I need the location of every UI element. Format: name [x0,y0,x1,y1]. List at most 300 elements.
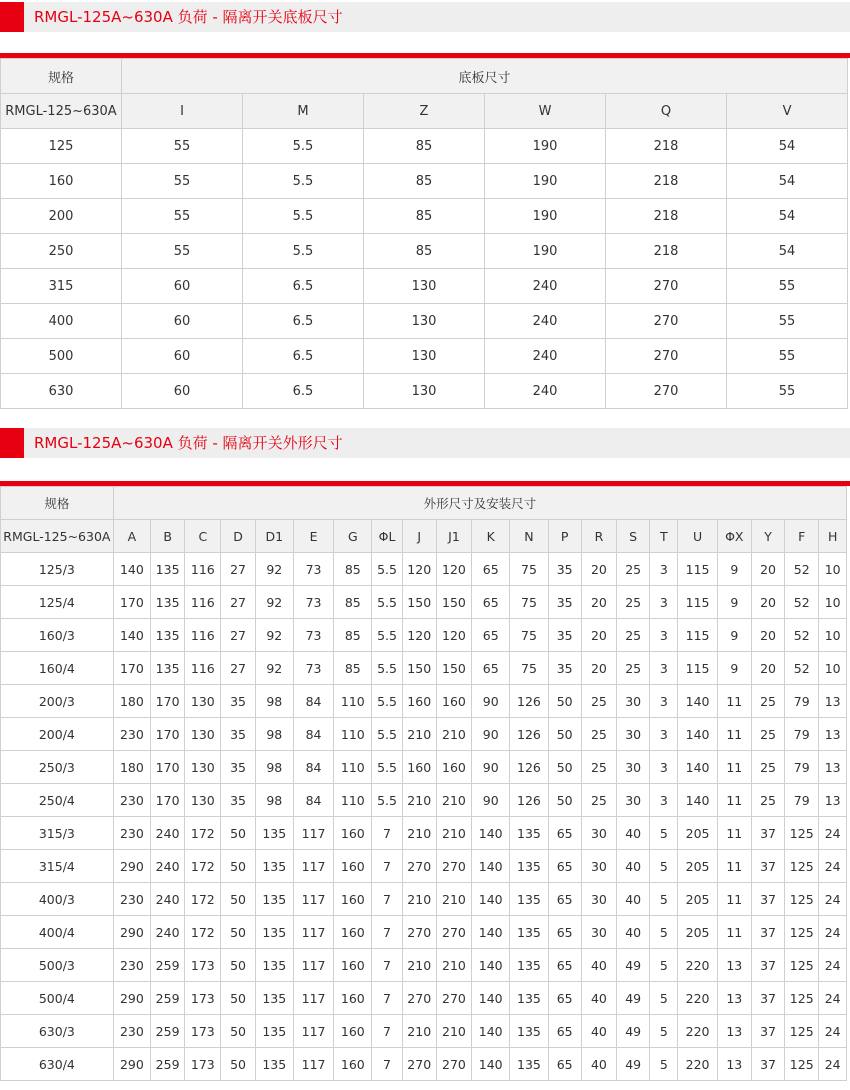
value-cell: 40 [581,982,616,1015]
value-cell: 54 [727,164,848,199]
value-cell: 85 [334,652,372,685]
value-cell: 140 [472,1048,510,1081]
column-header: T [650,520,678,553]
value-cell: 135 [255,1048,293,1081]
spec-cell: 400/3 [1,883,114,916]
section-marker [0,428,24,458]
value-cell: 7 [372,949,402,982]
value-cell: 5.5 [372,586,402,619]
value-cell: 135 [255,883,293,916]
value-cell: 140 [472,916,510,949]
value-cell: 65 [548,1015,581,1048]
value-cell: 37 [751,817,784,850]
value-cell: 190 [485,164,606,199]
value-cell: 240 [151,850,185,883]
value-cell: 6.5 [243,374,364,409]
value-cell: 5.5 [243,164,364,199]
table-row [1,339,848,374]
spec-cell: 200/4 [1,718,114,751]
value-cell: 50 [548,784,581,817]
table-row [1,374,848,409]
column-header: I [122,94,243,129]
value-cell: 210 [402,718,436,751]
value-cell: 230 [113,949,150,982]
value-cell: 52 [785,619,819,652]
value-cell: 125 [785,817,819,850]
spec-cell: 250/4 [1,784,114,817]
spec-cell: 160/3 [1,619,114,652]
value-cell: 20 [581,553,616,586]
value-cell: 7 [372,817,402,850]
value-cell: 37 [751,883,784,916]
spec-cell: 160/4 [1,652,114,685]
value-cell: 5.5 [372,619,402,652]
table-row [1,916,847,949]
value-cell: 125 [785,883,819,916]
value-cell: 60 [122,304,243,339]
value-cell: 117 [293,1015,333,1048]
value-cell: 20 [751,619,784,652]
value-cell: 92 [255,619,293,652]
value-cell: 30 [581,850,616,883]
column-header: R [581,520,616,553]
value-cell: 50 [221,850,255,883]
value-cell: 120 [436,553,471,586]
value-cell: 84 [293,685,333,718]
value-cell: 25 [751,718,784,751]
spec-header: 规格 [1,59,122,94]
value-cell: 120 [402,553,436,586]
value-cell: 25 [617,619,650,652]
column-header: J1 [436,520,471,553]
spec-cell: 400/4 [1,916,114,949]
value-cell: 85 [364,164,485,199]
value-cell: 140 [678,784,717,817]
value-cell: 117 [293,850,333,883]
value-cell: 40 [581,1048,616,1081]
value-cell: 65 [472,619,510,652]
value-cell: 9 [717,553,751,586]
value-cell: 150 [402,586,436,619]
value-cell: 259 [151,1048,185,1081]
table-row [1,1015,847,1048]
value-cell: 126 [510,718,548,751]
value-cell: 160 [402,751,436,784]
value-cell: 140 [678,685,717,718]
value-cell: 110 [334,784,372,817]
value-cell: 30 [617,784,650,817]
value-cell: 130 [364,374,485,409]
value-cell: 35 [548,619,581,652]
value-cell: 84 [293,718,333,751]
group-header: 底板尺寸 [122,59,848,94]
column-header: H [819,520,847,553]
outline-dimension-table [0,486,847,1081]
value-cell: 50 [221,1048,255,1081]
value-cell: 135 [510,883,548,916]
value-cell: 50 [548,751,581,784]
value-cell: 160 [436,751,471,784]
value-cell: 30 [617,685,650,718]
value-cell: 135 [510,817,548,850]
table-row [1,751,847,784]
value-cell: 140 [472,949,510,982]
value-cell: 140 [472,982,510,1015]
value-cell: 98 [255,784,293,817]
value-cell: 20 [751,652,784,685]
value-cell: 5.5 [243,234,364,269]
value-cell: 290 [113,982,150,1015]
column-header: V [727,94,848,129]
value-cell: 98 [255,751,293,784]
value-cell: 290 [113,1048,150,1081]
value-cell: 220 [678,949,717,982]
value-cell: 230 [113,1015,150,1048]
value-cell: 55 [727,339,848,374]
value-cell: 173 [185,982,221,1015]
value-cell: 50 [221,949,255,982]
value-cell: 135 [510,1048,548,1081]
value-cell: 6.5 [243,304,364,339]
value-cell: 230 [113,784,150,817]
group-header: 外形尺寸及安装尺寸 [113,487,846,520]
value-cell: 259 [151,982,185,1015]
table-header-row [1,487,847,520]
value-cell: 210 [402,949,436,982]
value-cell: 240 [485,269,606,304]
value-cell: 210 [402,883,436,916]
value-cell: 120 [436,619,471,652]
value-cell: 7 [372,982,402,1015]
value-cell: 130 [185,751,221,784]
column-header: E [293,520,333,553]
value-cell: 40 [617,850,650,883]
value-cell: 140 [472,817,510,850]
value-cell: 270 [606,339,727,374]
table-row [1,850,847,883]
value-cell: 270 [402,982,436,1015]
value-cell: 210 [402,1015,436,1048]
value-cell: 116 [185,586,221,619]
value-cell: 40 [581,1015,616,1048]
value-cell: 85 [334,586,372,619]
value-cell: 30 [617,718,650,751]
value-cell: 240 [151,817,185,850]
value-cell: 5 [650,982,678,1015]
value-cell: 37 [751,949,784,982]
value-cell: 5.5 [372,553,402,586]
value-cell: 5 [650,949,678,982]
value-cell: 90 [472,751,510,784]
table-row [1,129,848,164]
value-cell: 135 [255,949,293,982]
value-cell: 3 [650,718,678,751]
value-cell: 210 [402,784,436,817]
value-cell: 11 [717,850,751,883]
value-cell: 25 [617,553,650,586]
value-cell: 49 [617,1015,650,1048]
value-cell: 35 [548,652,581,685]
value-cell: 135 [510,982,548,1015]
value-cell: 140 [678,751,717,784]
value-cell: 65 [548,883,581,916]
value-cell: 173 [185,1048,221,1081]
value-cell: 3 [650,553,678,586]
spec-cell: 315 [1,269,122,304]
value-cell: 150 [436,652,471,685]
value-cell: 120 [402,619,436,652]
spec-cell: 630/3 [1,1015,114,1048]
column-header: B [151,520,185,553]
spec-cell: 315/4 [1,850,114,883]
value-cell: 25 [581,751,616,784]
value-cell: 170 [151,685,185,718]
value-cell: 60 [122,269,243,304]
value-cell: 25 [751,784,784,817]
value-cell: 170 [151,751,185,784]
value-cell: 10 [819,553,847,586]
value-cell: 27 [221,553,255,586]
value-cell: 205 [678,850,717,883]
value-cell: 13 [819,751,847,784]
value-cell: 40 [581,949,616,982]
table-row [1,817,847,850]
value-cell: 25 [581,784,616,817]
value-cell: 54 [727,129,848,164]
spec-cell: 125/4 [1,586,114,619]
table-row [1,269,848,304]
column-header: J [402,520,436,553]
value-cell: 210 [436,1015,471,1048]
table-row [1,685,847,718]
value-cell: 270 [606,374,727,409]
value-cell: 160 [334,916,372,949]
column-header: ΦL [372,520,402,553]
value-cell: 160 [334,1048,372,1081]
value-cell: 5 [650,883,678,916]
value-cell: 9 [717,619,751,652]
value-cell: 35 [548,553,581,586]
value-cell: 116 [185,652,221,685]
value-cell: 5.5 [372,652,402,685]
value-cell: 210 [436,817,471,850]
value-cell: 218 [606,234,727,269]
value-cell: 259 [151,949,185,982]
column-header-row [1,94,848,129]
value-cell: 55 [727,304,848,339]
spec-cell: 315/3 [1,817,114,850]
table-row [1,199,848,234]
value-cell: 210 [402,817,436,850]
value-cell: 173 [185,949,221,982]
spec-cell: 400 [1,304,122,339]
table-row [1,784,847,817]
value-cell: 35 [221,784,255,817]
value-cell: 135 [151,619,185,652]
value-cell: 30 [581,883,616,916]
value-cell: 117 [293,982,333,1015]
value-cell: 3 [650,784,678,817]
column-header: U [678,520,717,553]
value-cell: 11 [717,883,751,916]
value-cell: 35 [548,586,581,619]
value-cell: 270 [436,1048,471,1081]
value-cell: 25 [581,685,616,718]
value-cell: 24 [819,850,847,883]
table-row [1,1048,847,1081]
value-cell: 50 [548,718,581,751]
value-cell: 135 [255,817,293,850]
column-header: C [185,520,221,553]
spec-cell: 500/4 [1,982,114,1015]
value-cell: 125 [785,1048,819,1081]
value-cell: 170 [113,652,150,685]
spec-cell: 250 [1,234,122,269]
value-cell: 85 [334,553,372,586]
value-cell: 180 [113,685,150,718]
value-cell: 6.5 [243,269,364,304]
table-row [1,234,848,269]
value-cell: 170 [151,784,185,817]
value-cell: 270 [436,850,471,883]
value-cell: 25 [581,718,616,751]
column-header: A [113,520,150,553]
value-cell: 49 [617,982,650,1015]
value-cell: 270 [436,982,471,1015]
value-cell: 270 [402,1048,436,1081]
spec-cell: 500/3 [1,949,114,982]
value-cell: 135 [510,916,548,949]
table-row [1,949,847,982]
value-cell: 55 [727,374,848,409]
value-cell: 65 [548,850,581,883]
value-cell: 9 [717,652,751,685]
value-cell: 126 [510,751,548,784]
value-cell: 90 [472,784,510,817]
value-cell: 5 [650,850,678,883]
value-cell: 84 [293,751,333,784]
value-cell: 24 [819,949,847,982]
column-header: D1 [255,520,293,553]
value-cell: 210 [436,949,471,982]
value-cell: 6.5 [243,339,364,374]
value-cell: 7 [372,1048,402,1081]
value-cell: 130 [185,784,221,817]
value-cell: 5 [650,1048,678,1081]
value-cell: 172 [185,850,221,883]
value-cell: 116 [185,619,221,652]
value-cell: 135 [151,586,185,619]
value-cell: 160 [334,949,372,982]
value-cell: 115 [678,619,717,652]
spec-cell: 200 [1,199,122,234]
value-cell: 135 [510,850,548,883]
spec-cell: 630 [1,374,122,409]
value-cell: 11 [717,751,751,784]
value-cell: 92 [255,586,293,619]
value-cell: 117 [293,1048,333,1081]
value-cell: 135 [151,553,185,586]
value-cell: 55 [122,164,243,199]
section-header-baseplate [0,2,850,32]
value-cell: 24 [819,916,847,949]
table-row [1,883,847,916]
section-header-outline [0,428,850,458]
value-cell: 79 [785,751,819,784]
value-cell: 5.5 [372,718,402,751]
value-cell: 3 [650,586,678,619]
value-cell: 35 [221,751,255,784]
value-cell: 79 [785,784,819,817]
value-cell: 37 [751,850,784,883]
value-cell: 65 [548,916,581,949]
value-cell: 75 [510,652,548,685]
value-cell: 50 [221,817,255,850]
model-header: RMGL-125~630A [1,94,122,129]
value-cell: 55 [122,199,243,234]
value-cell: 130 [364,269,485,304]
value-cell: 135 [255,916,293,949]
value-cell: 11 [717,916,751,949]
value-cell: 3 [650,685,678,718]
model-header: RMGL-125~630A [1,520,114,553]
value-cell: 210 [436,718,471,751]
value-cell: 65 [472,553,510,586]
table-header-row [1,59,848,94]
table-row [1,304,848,339]
value-cell: 11 [717,718,751,751]
value-cell: 3 [650,652,678,685]
value-cell: 52 [785,553,819,586]
value-cell: 135 [510,1015,548,1048]
value-cell: 30 [581,916,616,949]
value-cell: 3 [650,751,678,784]
value-cell: 140 [678,718,717,751]
value-cell: 55 [727,269,848,304]
baseplate-dimension-table [0,58,848,409]
value-cell: 73 [293,619,333,652]
spec-cell: 160 [1,164,122,199]
value-cell: 116 [185,553,221,586]
value-cell: 37 [751,1015,784,1048]
value-cell: 55 [122,234,243,269]
value-cell: 220 [678,982,717,1015]
value-cell: 75 [510,553,548,586]
value-cell: 115 [678,586,717,619]
value-cell: 13 [717,1015,751,1048]
value-cell: 140 [113,553,150,586]
value-cell: 130 [364,339,485,374]
value-cell: 9 [717,586,751,619]
value-cell: 10 [819,586,847,619]
value-cell: 50 [221,1015,255,1048]
value-cell: 130 [185,718,221,751]
value-cell: 11 [717,784,751,817]
table-row [1,652,847,685]
value-cell: 270 [606,304,727,339]
value-cell: 230 [113,718,150,751]
value-cell: 135 [255,1015,293,1048]
value-cell: 172 [185,916,221,949]
value-cell: 230 [113,817,150,850]
value-cell: 170 [151,718,185,751]
value-cell: 11 [717,817,751,850]
value-cell: 160 [334,982,372,1015]
spec-cell: 630/4 [1,1048,114,1081]
value-cell: 5.5 [372,784,402,817]
value-cell: 270 [606,269,727,304]
value-cell: 117 [293,883,333,916]
